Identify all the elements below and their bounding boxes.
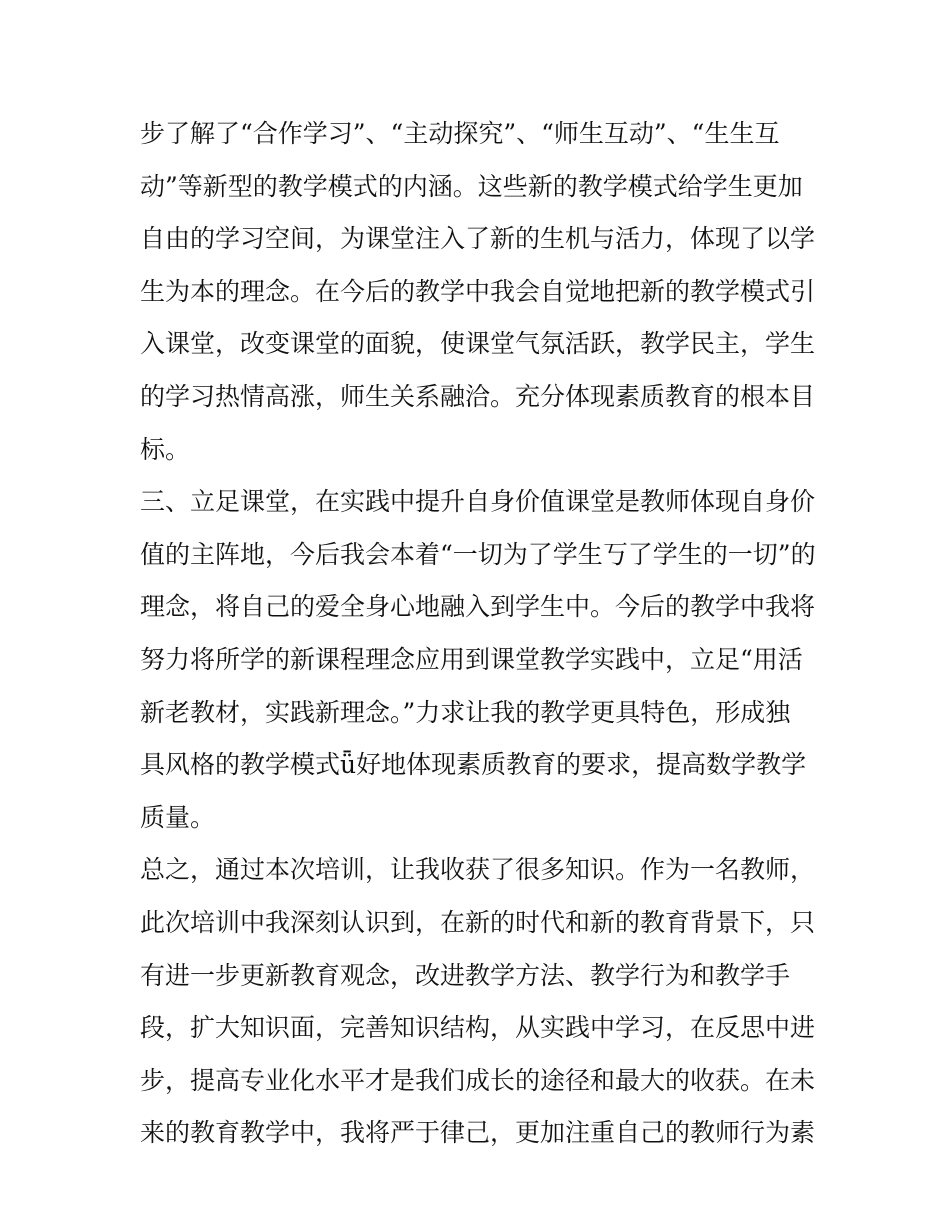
- text-line: 动”等新型的教学模式的内涵。这些新的教学模式给学生更加: [140, 171, 803, 201]
- text-line: 段，扩大知识面，完善知识结构，从实践中学习，在反思中进: [140, 1013, 816, 1043]
- text-line: 标。: [140, 434, 191, 464]
- text-line: 入课堂，改变课堂的面貌，使课堂气氛活跃，教学民主，学生: [140, 329, 816, 359]
- text-line: 来的教育教学中，我将严于律己，更加注重自己的教师行为素: [140, 1118, 816, 1148]
- text-line: 步了解了“合作学习”、“主动探究”、“师生互动”、“生生互: [140, 119, 780, 148]
- conclusion-line: 总之，通过本次培训，让我收获了很多知识。作为一名教师，: [140, 855, 816, 885]
- text-line: 具风格的教学模式ǖ好地体现素质教育的要求，提高数学教学: [140, 750, 807, 780]
- text-line: 生为本的理念。在今后的教学中我会自觉地把新的教学模式引: [140, 276, 816, 306]
- body-text: [140, 108, 820, 1160]
- text-line: 步，提高专业化水平才是我们成长的途径和最大的收获。在未: [140, 1065, 816, 1095]
- text-line: 理念，将自己的爱全身心地融入到学生中。今后的教学中我将: [140, 592, 816, 622]
- text-line: 有进一步更新教育观念，改进教学方法、教学行为和教学手: [140, 960, 791, 990]
- text-line: 努力将所学的新课程理念应用到课堂教学实践中，立足“用活: [140, 644, 803, 674]
- text-line: 的学习热情高涨，师生关系融洽。充分体现素质教育的根本目: [140, 381, 816, 411]
- section-heading-line: 三、立足课堂，在实践中提升自身价值课堂是教师体现自身价: [140, 487, 816, 517]
- text-line: 值的主阵地，今后我会本着“一切为了学生丂了学生的一切”的: [140, 539, 816, 569]
- text-line: 新老教材，实践新理念。”力求让我的教学更具特色，形成独: [140, 697, 791, 727]
- text-line: 自由的学习空间，为课堂注入了新的生机与活力，体现了以学: [140, 224, 816, 254]
- text-line: 质量。: [140, 802, 216, 832]
- text-line: 此次培训中我深刻认识到，在新的时代和新的教育背景下，只: [140, 907, 816, 937]
